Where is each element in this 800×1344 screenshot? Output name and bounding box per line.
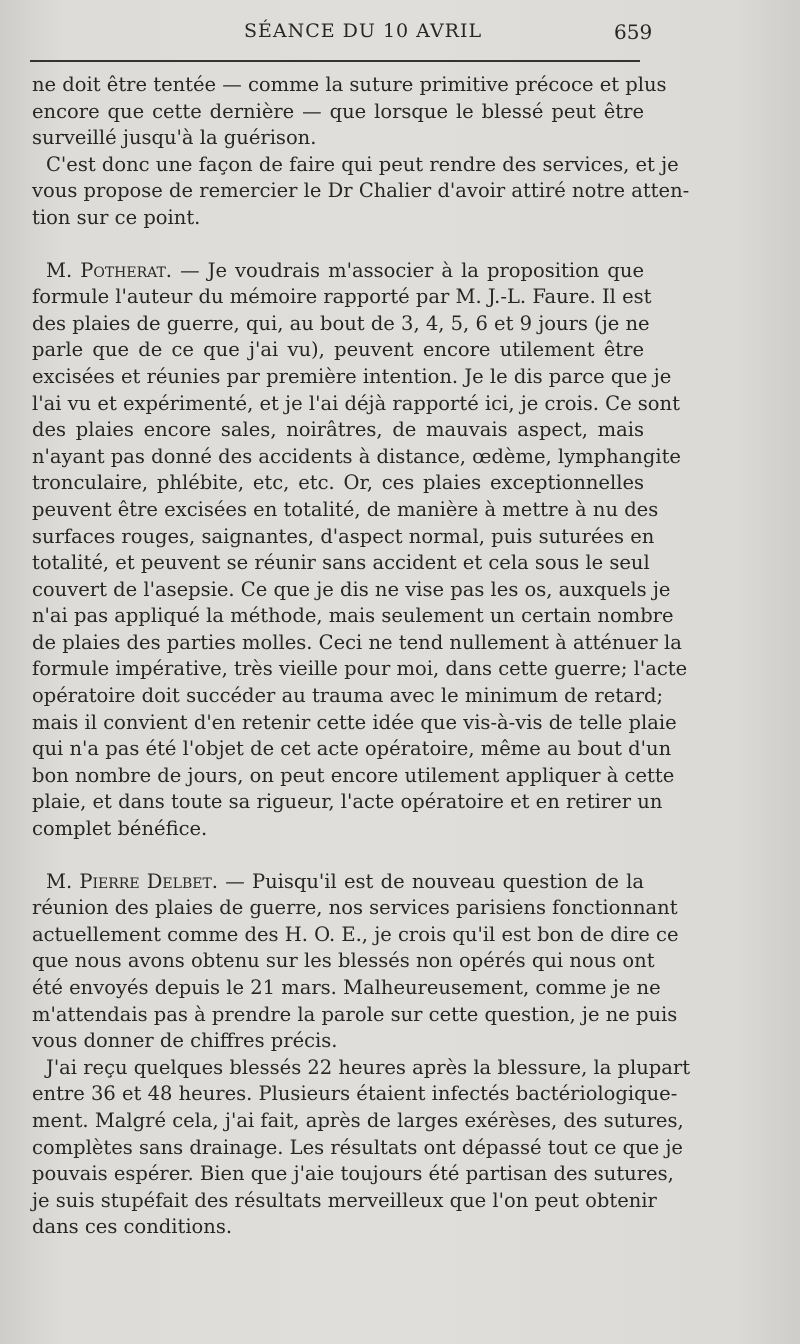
paragraph-potherat xyxy=(32,258,688,843)
text-line: de plaies des parties molles. Ceci ne tend nullement à atténuer la xyxy=(32,630,682,654)
text-line: surveillé jusqu'à la guérison. xyxy=(32,126,317,150)
paragraph-continuation xyxy=(32,72,667,152)
text-line xyxy=(32,258,644,285)
text-line: que nous avons obtenu sur les blessés non opérés qui nous ont xyxy=(32,949,655,973)
speaker-name: M. Pierre Delbet. xyxy=(46,869,218,893)
text-line: encore que cette dernière — que lorsque le blessé peut être xyxy=(32,99,644,123)
text-line: n'ayant pas donné des accidents à distance, œdème, lymphangite xyxy=(32,444,681,468)
text-line: formule l'auteur du mémoire rapporté par M. J.-L. Faure. Il est xyxy=(32,285,652,309)
text-line: pouvais espérer. Bien que j'aie toujours été partisan des sutures, xyxy=(32,1162,674,1186)
text-line: tronculaire, phlébite, etc, etc. Or, ces plaies exceptionnelles xyxy=(32,471,644,495)
text-line: couvert de l'asepsie. Ce que je dis ne vise pas les os, auxquels je xyxy=(32,577,671,601)
text-line xyxy=(32,869,644,896)
paragraph-delbet xyxy=(32,869,679,1055)
paragraph-gap xyxy=(32,232,644,258)
text-line: actuellement comme des H. O. E., je crois qu'il est bon de dire ce xyxy=(32,922,679,946)
text-line: ne doit être tentée — comme la suture primitive précoce et plus xyxy=(32,73,667,96)
paragraph-results xyxy=(32,1055,691,1241)
page-body xyxy=(32,72,691,1241)
text-line: J'ai reçu quelques blessés 22 heures après la blessure, la plupart xyxy=(46,1055,691,1079)
text-line: C'est donc une façon de faire qui peut rendre des services, et je xyxy=(46,152,679,176)
text-line: mais il convient d'en retenir cette idée que vis-à-vis de telle plaie xyxy=(32,710,677,734)
text-line: n'ai pas appliqué la méthode, mais seulement un certain nombre xyxy=(32,604,674,628)
text-line: entre 36 et 48 heures. Plusieurs étaient infectés bactériologique- xyxy=(32,1082,678,1106)
text-line: m'attendais pas à prendre la parole sur cette question, je ne puis xyxy=(32,1002,678,1026)
text-line: des plaies de guerre, qui, au bout de 3, 4, 5, 6 et 9 jours (je ne xyxy=(32,311,650,335)
text-line: opératoire doit succéder au trauma avec le minimum de retard; xyxy=(32,684,664,708)
text-line: surfaces rouges, saignantes, d'aspect normal, puis suturées en xyxy=(32,524,655,548)
text-line: qui n'a pas été l'objet de cet acte opératoire, même au bout d'un xyxy=(32,737,672,761)
text-line: été envoyés depuis le 21 mars. Malheureusement, comme je ne xyxy=(32,976,661,999)
text-line: formule impérative, très vieille pour moi, dans cette guerre; l'acte xyxy=(32,657,688,681)
text-line: vous donner de chiffres précis. xyxy=(32,1029,338,1053)
text-line: totalité, et peuvent se réunir sans accident et cela sous le seul xyxy=(32,551,650,575)
text-line: complètes sans drainage. Les résultats ont dépassé tout ce que je xyxy=(32,1135,683,1159)
running-header xyxy=(0,18,800,48)
text-line: ment. Malgré cela, j'ai fait, après de larges exérèses, des sutures, xyxy=(32,1108,684,1132)
text-line: tion sur ce point. xyxy=(32,205,201,229)
speech-start: — Puisqu'il est de nouveau question de la xyxy=(225,869,644,893)
paragraph-proposal xyxy=(32,152,690,232)
text-line: peuvent être excisées en totalité, de manière à mettre à nu des xyxy=(32,497,659,521)
header-title: SÉANCE DU 10 AVRIL xyxy=(244,20,483,42)
header-rule xyxy=(30,60,640,62)
text-line: l'ai vu et expérimenté, et je l'ai déjà rapporté ici, je crois. Ce sont xyxy=(32,391,680,415)
text-line: dans ces conditions. xyxy=(32,1215,233,1239)
text-line: réunion des plaies de guerre, nos services parisiens fonctionnant xyxy=(32,896,678,920)
text-line: bon nombre de jours, on peut encore utilement appliquer à cette xyxy=(32,763,675,787)
paragraph-gap xyxy=(32,843,644,869)
page-number: 659 xyxy=(614,20,653,44)
speech-start: — Je voudrais m'associer à la proposition que xyxy=(180,258,645,282)
text-line: plaie, et dans toute sa rigueur, l'acte opératoire et en retirer un xyxy=(32,790,663,814)
speaker-name: M. Potherat. xyxy=(46,258,173,282)
text-line: complet bénéfice. xyxy=(32,817,208,841)
text-line: vous propose de remercier le Dr Chalier d'avoir attiré notre atten- xyxy=(32,179,690,203)
text-line: des plaies encore sales, noirâtres, de mauvais aspect, mais xyxy=(32,418,644,442)
text-line: je suis stupéfait des résultats merveilleux que l'on peut obtenir xyxy=(32,1188,657,1212)
text-line: excisées et réunies par première intention. Je le dis parce que je xyxy=(32,364,672,388)
text-line: parle que de ce que j'ai vu), peuvent encore utilement être xyxy=(32,338,644,362)
